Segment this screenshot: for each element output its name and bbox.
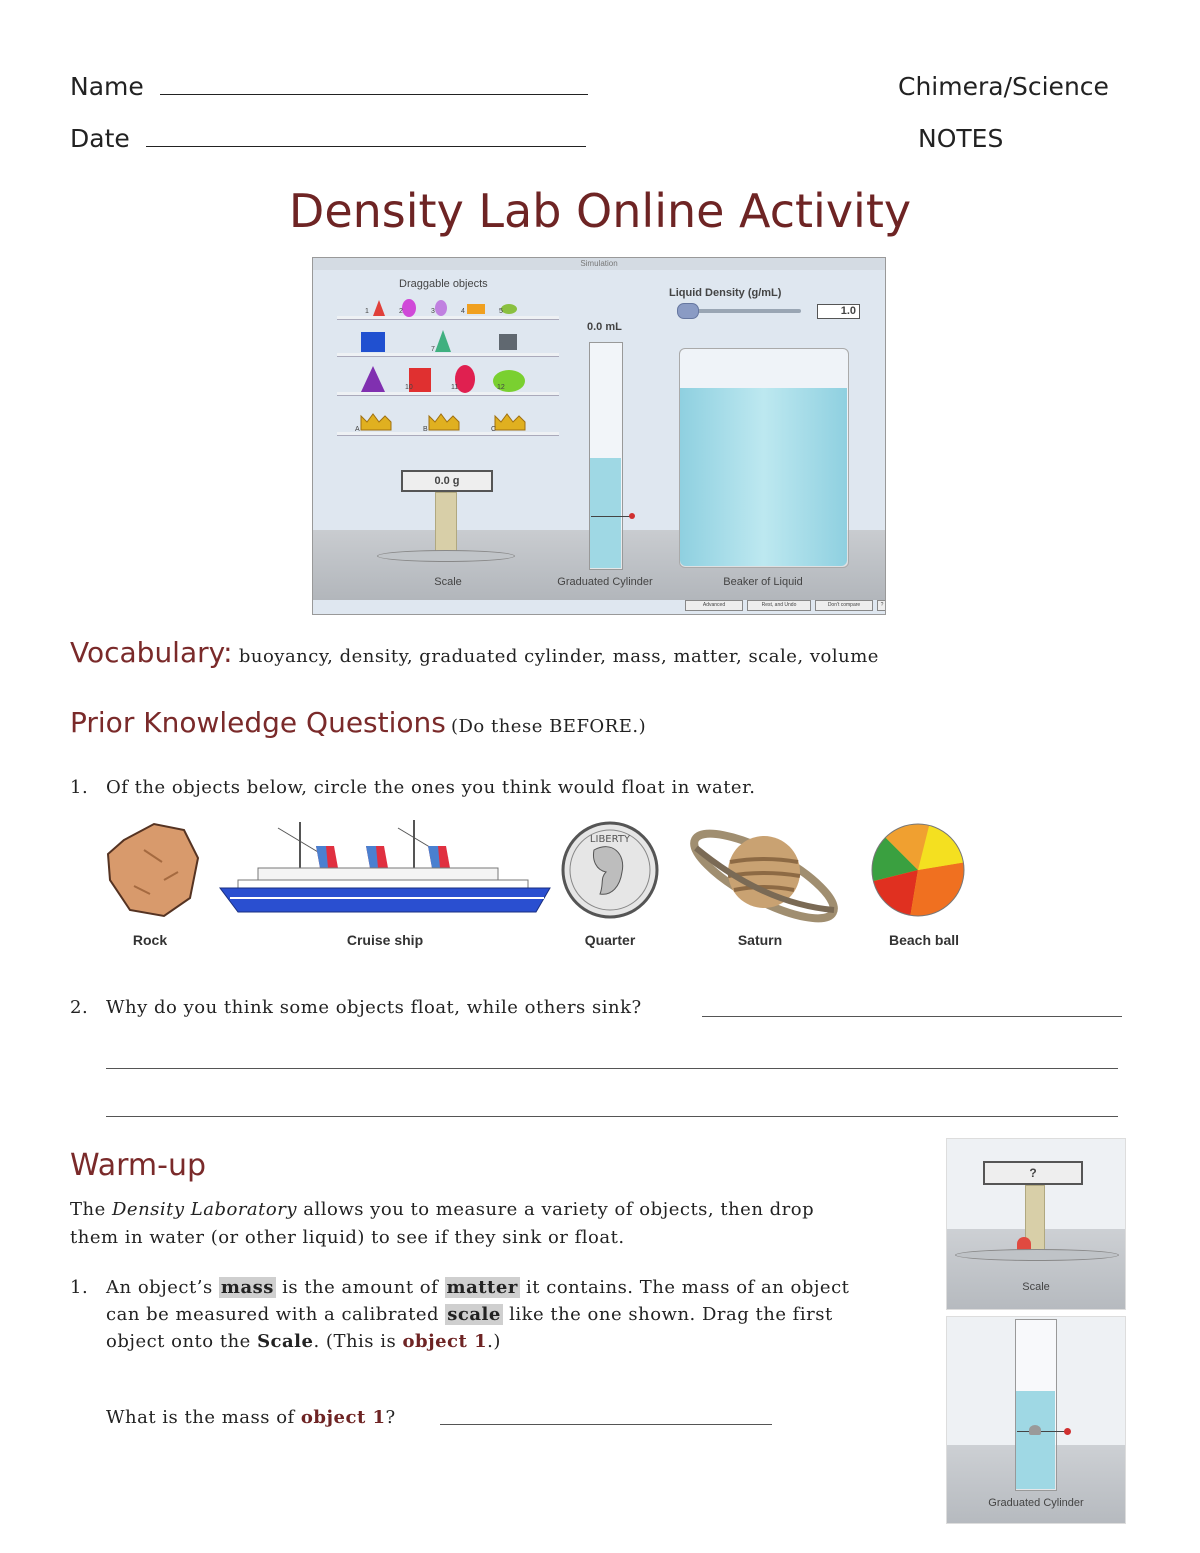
beaker-liquid [680, 388, 847, 566]
crown-letter-c: C [491, 426, 497, 433]
density-lab-simulation [312, 257, 886, 615]
sim-tab-title: Simulation [313, 258, 885, 270]
p1-b: is the amount of [275, 1277, 445, 1298]
side-cylinder-liquid [1016, 1391, 1055, 1489]
object-number-4: 4 [461, 308, 465, 315]
side-cylinder-pointer-dot [1064, 1428, 1071, 1435]
side-scale-display: ? [983, 1161, 1083, 1185]
vocabulary-heading: Vocabulary: [70, 636, 233, 669]
cylinder-liquid [590, 458, 621, 568]
object-number-5: 5 [499, 308, 503, 315]
p3-c: .) [487, 1331, 501, 1352]
cruise-ship-image[interactable] [218, 818, 552, 916]
p1-a: An object’s [106, 1277, 219, 1298]
cylinder-label: Graduated Cylinder [557, 576, 653, 588]
vocabulary-terms: buoyancy, density, graduated cylinder, mass, matter, scale, volume [232, 646, 879, 667]
prior-knowledge-header [70, 706, 646, 741]
course-label: Chimera/Science [898, 72, 1109, 101]
object-number-10: 10 [405, 384, 413, 391]
advanced-button[interactable]: Advanced [685, 600, 743, 611]
crown-letter-a: A [355, 426, 360, 433]
date-field [70, 124, 586, 153]
saturn-label: Saturn [737, 932, 783, 948]
p3-a: object onto the [106, 1331, 258, 1352]
quarter-liberty-text: LIBERTY [589, 834, 631, 845]
medium-objects-row[interactable] [353, 328, 553, 354]
mass-question [106, 1404, 396, 1432]
ask-a: What is the mass of [106, 1407, 301, 1428]
object-number-7: 7 [431, 346, 435, 353]
side-cylinder-picture [946, 1316, 1126, 1524]
object-number-1: 1 [365, 308, 369, 315]
name-field [70, 72, 588, 101]
notes-label: NOTES [918, 124, 1004, 153]
mass-answer-line[interactable] [440, 1424, 772, 1425]
date-line[interactable] [146, 124, 586, 147]
warmup-intro-line-2: them in water (or other liquid) to see if they sink or float. [70, 1226, 625, 1248]
beach-ball-image[interactable] [870, 822, 966, 918]
sim-button-bar [685, 600, 886, 610]
warmup-intro [70, 1196, 930, 1252]
saturn-image[interactable] [684, 818, 844, 928]
warmup-intro-part-2: allows you to measure a variety of objects, then drop [297, 1199, 815, 1220]
quarter-image[interactable] [560, 820, 660, 920]
p2-b: like the one shown. Drag the first [502, 1304, 833, 1325]
term-mass: mass [220, 1277, 274, 1298]
prior-q1-text: Of the objects below, circle the ones you think would float in water. [106, 777, 756, 798]
scale-bold: Scale [257, 1331, 314, 1352]
term-matter: matter [446, 1277, 518, 1298]
liquid-density-label: Liquid Density (g/mL) [669, 287, 782, 299]
p3-b: . (This is [313, 1331, 403, 1352]
object-1-ref: object 1 [402, 1331, 488, 1352]
q2-answer-line-1[interactable] [702, 1016, 1122, 1017]
ask-object-1: object 1 [300, 1407, 386, 1428]
side-scale-label: Scale [1022, 1281, 1050, 1293]
page-title: Density Lab Online Activity [288, 184, 912, 238]
q2-answer-line-3[interactable] [106, 1116, 1118, 1117]
compare-button[interactable]: Don't compare [815, 600, 873, 611]
rock-image[interactable] [104, 820, 200, 920]
scale-post [435, 492, 457, 556]
cruise-ship-label: Cruise ship [346, 932, 424, 948]
warmup-intro-part-1: The [70, 1199, 112, 1220]
help-button[interactable]: ? [877, 600, 886, 611]
side-cylinder-label: Graduated Cylinder [988, 1497, 1084, 1509]
warmup-heading: Warm-up [70, 1148, 207, 1183]
object-number-3: 3 [431, 308, 435, 315]
warmup-q1-number: 1. [70, 1277, 89, 1298]
side-cylinder-pointer [1017, 1431, 1067, 1432]
prior-q1-number: 1. [70, 777, 89, 798]
crowns-row[interactable] [353, 410, 553, 434]
warmup-q1-text [106, 1274, 926, 1355]
term-scale: scale [447, 1304, 501, 1325]
cylinder-reading: 0.0 mL [587, 321, 622, 333]
cylinder-pointer [591, 516, 631, 517]
prior-knowledge-heading: Prior Knowledge Questions [70, 706, 446, 739]
object-number-12: 12 [497, 384, 505, 391]
density-value-box[interactable]: 1.0 [817, 304, 860, 319]
name-line[interactable] [160, 72, 588, 95]
p2-a: can be measured with a calibrated [106, 1304, 446, 1325]
q2-answer-line-2[interactable] [106, 1068, 1118, 1069]
prior-knowledge-note: (Do these BEFORE.) [450, 716, 647, 737]
density-slider-handle[interactable] [677, 303, 699, 319]
date-label: Date [70, 124, 130, 153]
side-scale-picture [946, 1138, 1126, 1310]
rock-label: Rock [132, 932, 168, 948]
crown-letter-b: B [423, 426, 428, 433]
vocabulary-section [70, 636, 879, 671]
draggable-objects-label: Draggable objects [399, 278, 488, 290]
scale-pan[interactable] [377, 550, 515, 562]
ask-b: ? [385, 1407, 396, 1428]
prior-q2-text: Why do you think some objects float, while others sink? [106, 997, 642, 1018]
side-scale-pan [955, 1249, 1119, 1261]
quarter-label: Quarter [584, 932, 636, 948]
scale-display: 0.0 g [401, 470, 493, 492]
reset-button[interactable]: Rest, and Undo [747, 600, 811, 611]
beach-ball-label: Beach ball [888, 932, 960, 948]
name-label: Name [70, 72, 144, 101]
side-cylinder-object [1029, 1425, 1041, 1435]
object-number-11: 11 [451, 384, 459, 391]
object-number-2: 2 [399, 308, 403, 315]
p1-c: it contains. The mass of an object [519, 1277, 850, 1298]
warmup-intro-italic: Density Laboratory [111, 1199, 298, 1220]
beaker-label: Beaker of Liquid [723, 576, 803, 588]
scale-label: Scale [434, 576, 462, 588]
prior-q2-number: 2. [70, 997, 89, 1018]
cylinder-pointer-dot [629, 513, 635, 519]
